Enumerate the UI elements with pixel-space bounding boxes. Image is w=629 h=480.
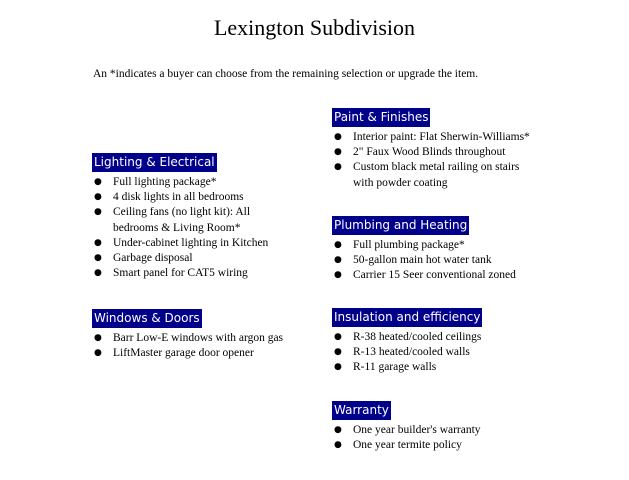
section-insulation-efficiency [332, 306, 482, 376]
bullet-icon: ● [94, 192, 102, 203]
bullet-icon: ● [334, 362, 342, 373]
section-paint-finishes [332, 106, 530, 191]
section-windows-doors [92, 307, 283, 361]
bullet-icon: ● [94, 253, 102, 264]
document-title: Lexington Subdivision [213, 15, 416, 40]
list-item: ● R-13 heated/cooled walls [332, 345, 482, 360]
list-item: ● One year termite policy [332, 438, 481, 453]
bullet-icon: ● [94, 177, 102, 187]
list-item: ● Carrier 15 Seer conventional zoned [332, 268, 516, 283]
section-lighting-electrical [92, 151, 268, 281]
bullet-icon: ● [94, 237, 102, 248]
bullet-icon: ● [334, 425, 342, 435]
list-item-continuation: with powder coating [353, 176, 448, 189]
section-heading-lighting: Lighting & Electrical [92, 153, 217, 172]
list-item: ● Interior paint: Flat Sherwin-Williams* [332, 130, 530, 145]
list-item: ● Garbage disposal [92, 251, 268, 266]
list-item: ● LiftMaster garage door opener [92, 346, 283, 361]
windows-list [92, 331, 283, 361]
section-heading-warranty: Warranty [332, 401, 391, 420]
bullet-icon: ● [334, 147, 342, 158]
list-item: ● 2" Faux Wood Blinds throughout [332, 145, 530, 160]
bullet-icon: ● [334, 162, 342, 173]
list-item: ● 4 disk lights in all bedrooms [92, 190, 268, 205]
bullet-icon: ● [334, 347, 342, 358]
section-plumbing-heating [332, 214, 516, 284]
list-item: ● 50-gallon main hot water tank [332, 253, 516, 268]
bullet-icon: ● [334, 440, 342, 451]
bullet-icon: ● [334, 255, 342, 266]
section-heading-insulation: Insulation and efficiency [332, 308, 482, 327]
list-item: ● Custom black metal railing on stairs [332, 160, 530, 175]
paint-list [332, 130, 530, 191]
warranty-list [332, 423, 481, 453]
bullet-icon: ● [334, 132, 342, 142]
bullet-icon: ● [94, 268, 102, 279]
bullet-icon: ● [94, 207, 102, 218]
lighting-list [92, 175, 268, 281]
bullet-icon: ● [334, 332, 342, 342]
bullet-icon: ● [334, 270, 342, 281]
section-warranty [332, 399, 481, 453]
list-item: ● Ceiling fans (no light kit): All [92, 205, 268, 220]
bullet-icon: ● [94, 333, 102, 343]
section-heading-windows: Windows & Doors [92, 309, 202, 328]
list-item: ● Full plumbing package* [332, 238, 516, 253]
list-item: ● Under-cabinet lighting in Kitchen [92, 236, 268, 251]
list-item: ● Smart panel for CAT5 wiring [92, 266, 268, 281]
section-heading-paint: Paint & Finishes [332, 108, 430, 127]
insulation-list [332, 330, 482, 376]
list-item-continuation: bedrooms & Living Room* [113, 221, 241, 234]
list-item: ● Barr Low-E windows with argon gas [92, 331, 283, 346]
list-item: ● R-11 garage walls [332, 360, 482, 375]
bullet-icon: ● [334, 240, 342, 250]
list-item: ● One year builder's warranty [332, 423, 481, 438]
selection-note: An *indicates a buyer can choose from the remaining selection or upgrade the item. [93, 68, 479, 80]
list-item: ● Full lighting package* [92, 175, 268, 190]
list-item: ● R-38 heated/cooled ceilings [332, 330, 482, 345]
bullet-icon: ● [94, 348, 102, 359]
section-heading-plumbing: Plumbing and Heating [332, 216, 469, 235]
plumbing-list [332, 238, 516, 284]
